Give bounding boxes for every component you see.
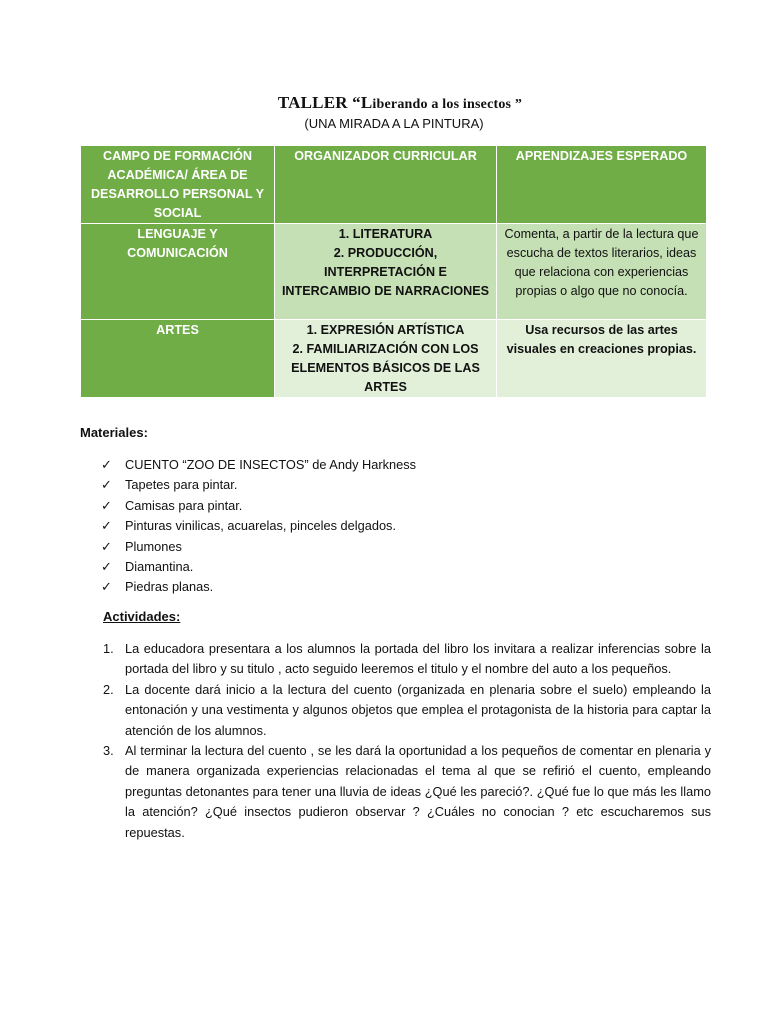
material-text: Diamantina.	[125, 559, 194, 575]
title-prefix: TALLER “L	[277, 93, 373, 112]
list-item	[101, 496, 416, 516]
material-text: Camisas para pintar.	[125, 497, 243, 513]
list-item	[103, 639, 711, 680]
row2-organizer-line1: 1. EXPRESIÓN ARTÍSTICA	[306, 323, 465, 337]
check-icon: ✓	[101, 457, 112, 472]
check-icon: ✓	[101, 497, 112, 513]
table-row	[81, 224, 707, 320]
activity-number: 3.	[103, 743, 114, 759]
materials-list	[101, 455, 416, 598]
list-item	[101, 475, 416, 495]
document-title	[0, 93, 768, 113]
row1-organizer-line2: 2. PRODUCCIÓN, INTERPRETACIÓN E INTERCAMBIO DE NARRACIONES	[281, 246, 490, 298]
material-text: Plumones	[125, 538, 182, 554]
document-subtitle: (UNA MIRADA A LA PINTURA)	[304, 116, 484, 131]
material-text: Tapetes para pintar.	[125, 477, 238, 493]
check-icon: ✓	[101, 579, 112, 595]
header-organizador: ORGANIZADOR CURRICULAR	[275, 146, 497, 224]
material-text: CUENTO “ZOO DE INSECTOS” de Andy Harkness	[125, 457, 417, 472]
list-item	[101, 557, 416, 577]
row1-area: LENGUAJE Y COMUNICACIÓN	[81, 224, 275, 320]
activity-text: La docente dará inicio a la lectura del cuento (organizada en plenaria sobre el suelo) empleando la entonación y una vestimenta y algunos objetos que emplea el protagonista de la historia para captar la atención de los alumnos.	[125, 681, 711, 738]
activity-number: 2.	[103, 681, 114, 697]
table-row	[81, 320, 707, 398]
check-icon: ✓	[101, 518, 112, 534]
materials-heading: Materiales:	[80, 425, 148, 440]
list-item	[103, 680, 711, 741]
activities-heading: Actividades:	[103, 609, 181, 624]
title-rest: iberando a los insectos ”	[372, 97, 523, 112]
row2-organizer	[275, 320, 497, 398]
activity-number: 1.	[103, 641, 114, 656]
row1-organizer-line1: 1. LITERATURA	[338, 227, 433, 241]
list-item	[101, 516, 416, 536]
row1-learning: Comenta, a partir de la lectura que escucha de textos literarios, ideas que relaciona con experiencias propias o algo que no conocía.	[497, 224, 707, 320]
row2-organizer-line2: 2. FAMILIARIZACIÓN CON LOS ELEMENTOS BÁSICOS DE LAS ARTES	[291, 342, 480, 394]
list-item	[103, 741, 711, 843]
activities-list	[103, 639, 711, 843]
curriculum-table	[80, 145, 707, 398]
check-icon: ✓	[101, 477, 112, 493]
list-item	[101, 577, 416, 597]
check-icon: ✓	[101, 559, 112, 575]
list-item	[101, 455, 416, 475]
activity-text: Al terminar la lectura del cuento , se les dará la oportunidad a los pequeños de comentar en plenaria y de manera organizada experiencias relacionadas el tema al que se refirió el cuento, empleando preguntas detonantes para tener una lluvia de ideas ¿Qué les pareció?. ¿Qué fue lo que más les llamo la atención? ¿Qué insectos pudieron observar ? ¿Cuáles no conocian ? etc escucharemos sus repuestas.	[125, 743, 711, 840]
activity-text: La educadora presentara a los alumnos la portada del libro los invitara a realizar inferencias sobre la portada del libro y su titulo , acto seguido leeremos el titulo y el nombre del auto a los pequeños.	[125, 641, 711, 677]
material-text: Pinturas vinilicas, acuarelas, pinceles delgados.	[125, 518, 397, 534]
check-icon: ✓	[101, 538, 112, 554]
table-header-row	[81, 146, 707, 224]
row2-learning: Usa recursos de las artes visuales en creaciones propias.	[497, 320, 707, 398]
header-aprendizajes: APRENDIZAJES ESPERADO	[497, 146, 707, 224]
material-text: Piedras planas.	[125, 579, 214, 595]
list-item	[101, 537, 416, 557]
header-campo: CAMPO DE FORMACIÓN ACADÉMICA/ ÁREA DE DESARROLLO PERSONAL Y SOCIAL	[81, 146, 275, 224]
row1-organizer	[275, 224, 497, 320]
row2-area: ARTES	[81, 320, 275, 398]
